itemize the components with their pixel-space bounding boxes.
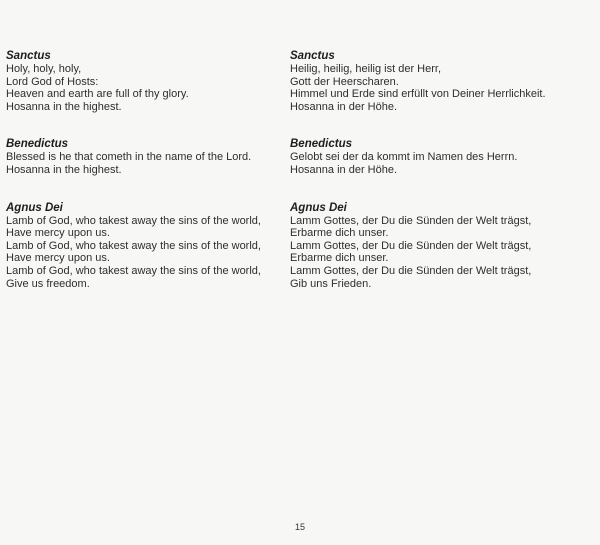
german-sanctus-heading: Sanctus bbox=[290, 50, 335, 62]
english-sanctus-line: Holy, holy, holy, bbox=[6, 63, 82, 75]
german-sanctus-line: Gott der Heerscharen. bbox=[290, 75, 399, 88]
german-benedictus-heading: Benedictus bbox=[290, 138, 352, 151]
english-agnus-dei-line: Lamb of God, who takest away the sins of the world, bbox=[6, 214, 261, 227]
german-sanctus-line: Hosanna in der Höhe. bbox=[290, 100, 398, 113]
german-sanctus-line: Himmel und Erde sind erfüllt von Deiner Herrlichkeit. bbox=[290, 88, 546, 101]
german-agnus-dei-line: Erbarme dich unser. bbox=[290, 252, 389, 265]
english-agnus-dei-section bbox=[6, 202, 286, 291]
english-agnus-dei-line: Give us freedom. bbox=[6, 277, 90, 290]
english-agnus-dei-line: Have mercy upon us. bbox=[6, 227, 110, 240]
english-agnus-dei-line: Have mercy upon us. bbox=[6, 252, 110, 265]
german-agnus-dei-line: Lamm Gottes, der Du die Sünden der Welt trägst, bbox=[290, 239, 532, 252]
english-sanctus-line: Hosanna in the highest. bbox=[6, 100, 122, 113]
english-agnus-dei-heading: Agnus Dei bbox=[6, 201, 63, 214]
english-sanctus-heading: Sanctus bbox=[6, 50, 51, 62]
english-benedictus-line: Hosanna in the highest. bbox=[6, 163, 122, 176]
english-sanctus-line: Lord God of Hosts: bbox=[6, 75, 99, 88]
german-agnus-dei-line: Lamm Gottes, der Du die Sünden der Welt trägst, bbox=[290, 214, 532, 227]
german-agnus-dei-section bbox=[290, 202, 590, 291]
german-text-column bbox=[290, 50, 590, 290]
english-benedictus-section bbox=[6, 138, 286, 176]
german-benedictus-line: Gelobt sei der da kommt im Namen des Herrn. bbox=[290, 151, 518, 164]
english-text-column bbox=[6, 50, 286, 290]
german-agnus-dei-line: Lamm Gottes, der Du die Sünden der Welt trägst, bbox=[290, 264, 532, 277]
english-sanctus-line: Heaven and earth are full of thy glory. bbox=[6, 88, 189, 101]
page-number: 15 bbox=[294, 522, 305, 532]
english-benedictus-heading: Benedictus bbox=[6, 138, 68, 151]
german-benedictus-line: Hosanna in der Höhe. bbox=[290, 163, 398, 176]
german-agnus-dei-line: Gib uns Frieden. bbox=[290, 277, 372, 290]
german-agnus-dei-heading: Agnus Dei bbox=[290, 201, 347, 214]
english-agnus-dei-line: Lamb of God, who takest away the sins of the world, bbox=[6, 264, 261, 277]
german-agnus-dei-line: Erbarme dich unser. bbox=[290, 227, 389, 240]
english-benedictus-line: Blessed is he that cometh in the name of the Lord. bbox=[6, 151, 252, 164]
german-sanctus-line: Heilig, heilig, heilig ist der Herr, bbox=[290, 63, 442, 75]
english-sanctus-section bbox=[6, 50, 286, 113]
german-benedictus-section bbox=[290, 138, 590, 176]
english-agnus-dei-line: Lamb of God, who takest away the sins of the world, bbox=[6, 239, 261, 252]
german-sanctus-section bbox=[290, 50, 590, 113]
